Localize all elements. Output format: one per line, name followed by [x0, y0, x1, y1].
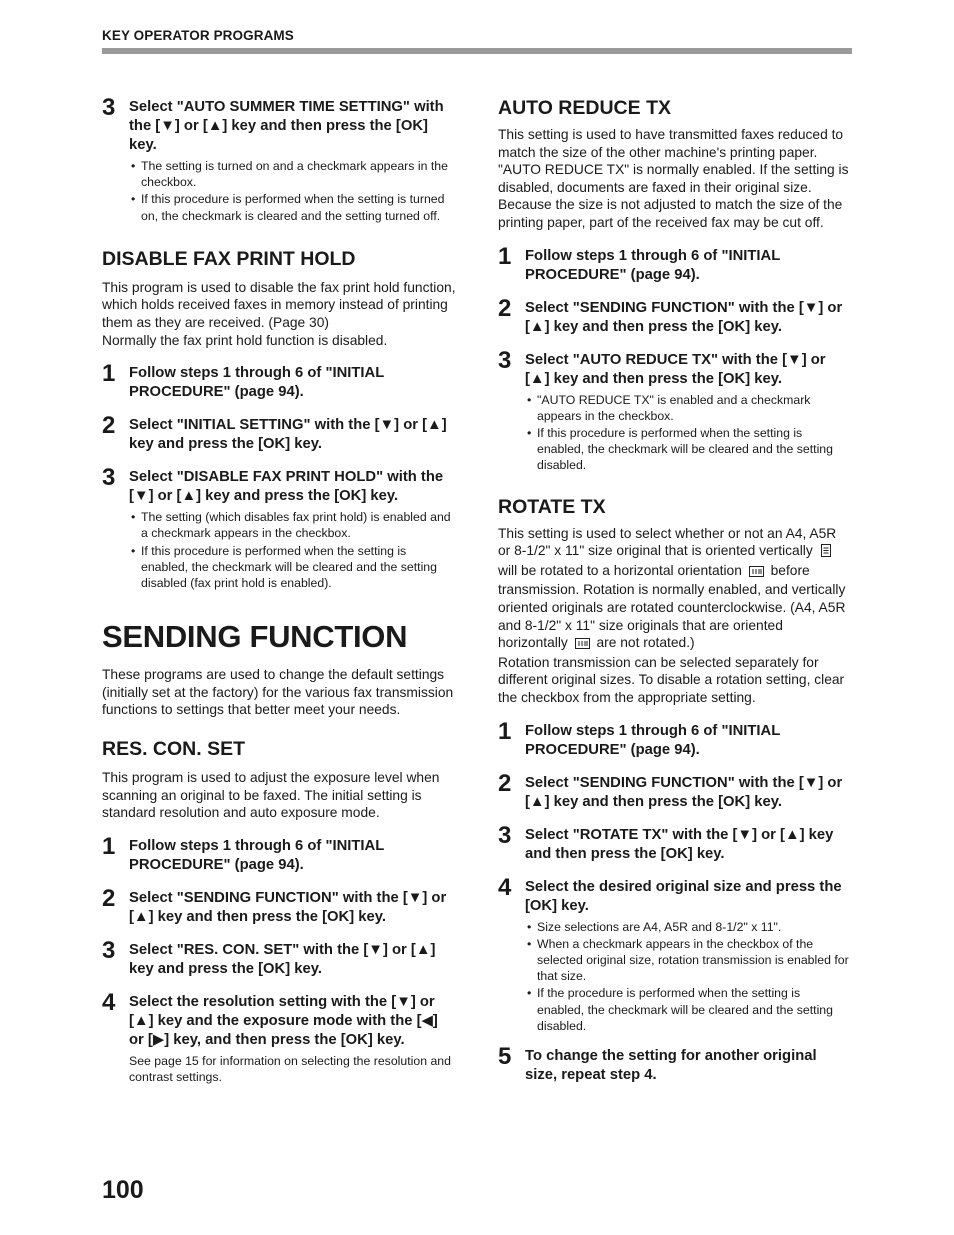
step-number: 2 — [498, 294, 512, 322]
step-item — [102, 464, 456, 591]
bullet-item: • If this procedure is performed when the setting is enabled, the checkmark will be cleared and the setting disabled. — [527, 425, 833, 473]
step-item — [102, 936, 456, 979]
step-item — [498, 242, 850, 285]
step-number: 3 — [102, 464, 116, 492]
step-number: 5 — [498, 1042, 512, 1070]
step-text: Select "RES. CON. SET" with the [▼] or [▲] key and press the [OK] key. — [129, 941, 436, 977]
section-paragraph: This program is used to disable the fax print hold function, which holds received faxes in memory instead of printing them as they are received. (Page 30) — [102, 279, 456, 330]
bullet-item: • The setting (which disables fax print hold) is enabled and a checkmark appears in the checkbox. — [131, 510, 451, 541]
bullet-list — [525, 919, 850, 1034]
step-item — [102, 360, 456, 402]
chapter-heading-sending-function: SENDING FUNCTION — [102, 619, 408, 655]
step-number: 1 — [102, 832, 116, 860]
step-item — [498, 294, 850, 337]
step-number: 1 — [498, 717, 512, 745]
section-paragraph: This setting is used to have transmitted faxes reduced to match the size of the other machine's printing paper. "AUTO REDUCE TX" is normally enabled. If the setting is disabled, documents are faxed in their original size. Because the size is not adjusted to match the size of the printing paper, part of the received fax may be cut off. — [498, 127, 849, 230]
step-text: Select "DISABLE FAX PRINT HOLD" with the [▼] or [▲] key and press the [OK] key. — [129, 469, 444, 505]
step-item — [498, 821, 850, 864]
step-text: Select "SENDING FUNCTION" with the [▼] or [▲] key and then press the [OK] key. — [525, 299, 843, 335]
step-text: Follow steps 1 through 6 of "INITIAL PROCEDURE" (page 94). — [129, 365, 385, 401]
step-text: Select "AUTO SUMMER TIME SETTING" with the [▼] or [▲] key and then press the [OK] key. — [129, 99, 444, 153]
step-number: 4 — [102, 988, 116, 1016]
section-paragraph: Rotation transmission can be selected separately for different original sizes. To disable a rotation setting, clear the checkbox from the appropriate setting. — [498, 654, 845, 705]
step-item — [102, 988, 456, 1085]
step-number: 4 — [498, 873, 512, 901]
section-paragraph-rotate: This setting is used to select whether or not an A4, A5R or 8-1/2" x 11" size original that is oriented vertically will be rotated to a horizontal orientation before transmission. Rotation is normally enabled, and vertically oriented originals are rotated counterclockwise. (A4, A5R and 8-1/2" x 11" size originals that are oriented horizontally are not rotated.) — [498, 525, 850, 654]
step-item — [102, 832, 456, 875]
page-number: 100 — [102, 1176, 144, 1204]
section-heading-rotate-tx: ROTATE TX — [498, 495, 606, 518]
step-item — [498, 1042, 850, 1085]
step-text: Select "INITIAL SETTING" with the [▼] or [▲] key and press the [OK] key. — [129, 417, 447, 453]
step-number: 2 — [498, 769, 512, 797]
step-text: To change the setting for another original size, repeat step 4. — [525, 1047, 817, 1083]
step-item — [102, 412, 456, 454]
section-heading-auto-reduce-tx: AUTO REDUCE TX — [498, 97, 671, 119]
bullet-list — [129, 158, 456, 224]
horizontal-original-icon — [575, 636, 590, 654]
step-text: Select "ROTATE TX" with the [▼] or [▲] key and then press the [OK] key. — [525, 826, 834, 862]
left-column — [102, 96, 456, 1085]
step-auto-summer-time — [102, 94, 456, 224]
step-item — [498, 717, 850, 760]
step-text: Select the desired original size and press the [OK] key. — [525, 878, 842, 914]
section-paragraph: These programs are used to change the default settings (initially set at the factory) for the various fax transmission functions to settings that better meet your needs. — [102, 667, 454, 718]
step-item — [498, 873, 850, 1034]
step-number: 3 — [102, 94, 116, 121]
horizontal-original-icon — [749, 564, 764, 582]
right-column — [498, 96, 850, 1085]
step-text: Select "SENDING FUNCTION" with the [▼] or [▲] key and then press the [OK] key. — [129, 889, 447, 925]
bullet-item: • The setting is turned on and a checkmark appears in the checkbox. — [131, 159, 448, 190]
step-item — [498, 769, 850, 812]
bullet-item: • Size selections are A4, A5R and 8-1/2" x 11". — [527, 919, 782, 934]
step-text: Select "SENDING FUNCTION" with the [▼] or [▲] key and then press the [OK] key. — [525, 774, 843, 810]
step-number: 3 — [498, 821, 512, 849]
step-text: Select "AUTO REDUCE TX" with the [▼] or [▲] key and then press the [OK] key. — [525, 351, 826, 387]
step-note: See page 15 for information on selecting the resolution and contrast settings. — [129, 1053, 451, 1084]
running-header: KEY OPERATOR PROGRAMS — [102, 28, 294, 43]
bullet-item: • If this procedure is performed when the setting is turned on, the checkmark is cleared and the setting turned off. — [131, 192, 445, 223]
step-number: 1 — [102, 360, 116, 388]
step-text: Follow steps 1 through 6 of "INITIAL PROCEDURE" (page 94). — [525, 247, 781, 283]
section-paragraph: Normally the fax print hold function is disabled. — [102, 332, 388, 348]
section-paragraph: This program is used to adjust the exposure level when scanning an original to be faxed. The initial setting is standard resolution and auto exposure mode. — [102, 769, 440, 821]
step-item — [498, 346, 850, 474]
bullet-item: • If the procedure is performed when the setting is enabled, the checkmark will be cleared and the setting disabled. — [527, 986, 833, 1033]
step-text: Follow steps 1 through 6 of "INITIAL PROCEDURE" (page 94). — [525, 722, 781, 758]
vertical-original-icon — [820, 544, 832, 562]
section-heading-disable-fax-print-hold: DISABLE FAX PRINT HOLD — [102, 247, 356, 270]
bullet-list — [525, 392, 850, 474]
step-number: 2 — [102, 412, 116, 440]
step-text: Follow steps 1 through 6 of "INITIAL PROCEDURE" (page 94). — [129, 837, 385, 873]
bullet-list — [129, 509, 456, 591]
step-number: 3 — [498, 346, 512, 374]
step-number: 3 — [102, 936, 116, 964]
section-heading-res-con-set: RES. CON. SET — [102, 737, 246, 760]
step-item — [102, 884, 456, 927]
bullet-item: • "AUTO REDUCE TX" is enabled and a checkmark appears in the checkbox. — [527, 392, 811, 423]
step-text: Select the resolution setting with the [▼] or [▲] key and the exposure mode with the [◀] or [▶] key, and then press the [OK] key. — [129, 993, 438, 1048]
step-number: 1 — [498, 242, 512, 270]
bullet-item: • If this procedure is performed when the setting is enabled, the checkmark will be cleared and the setting disabled (fax print hold is enabled). — [131, 543, 437, 590]
bullet-item: • When a checkmark appears in the checkbox of the selected original size, rotation transmission is enabled for that size. — [527, 936, 849, 984]
step-number: 2 — [102, 884, 116, 912]
header-rule — [102, 48, 852, 54]
